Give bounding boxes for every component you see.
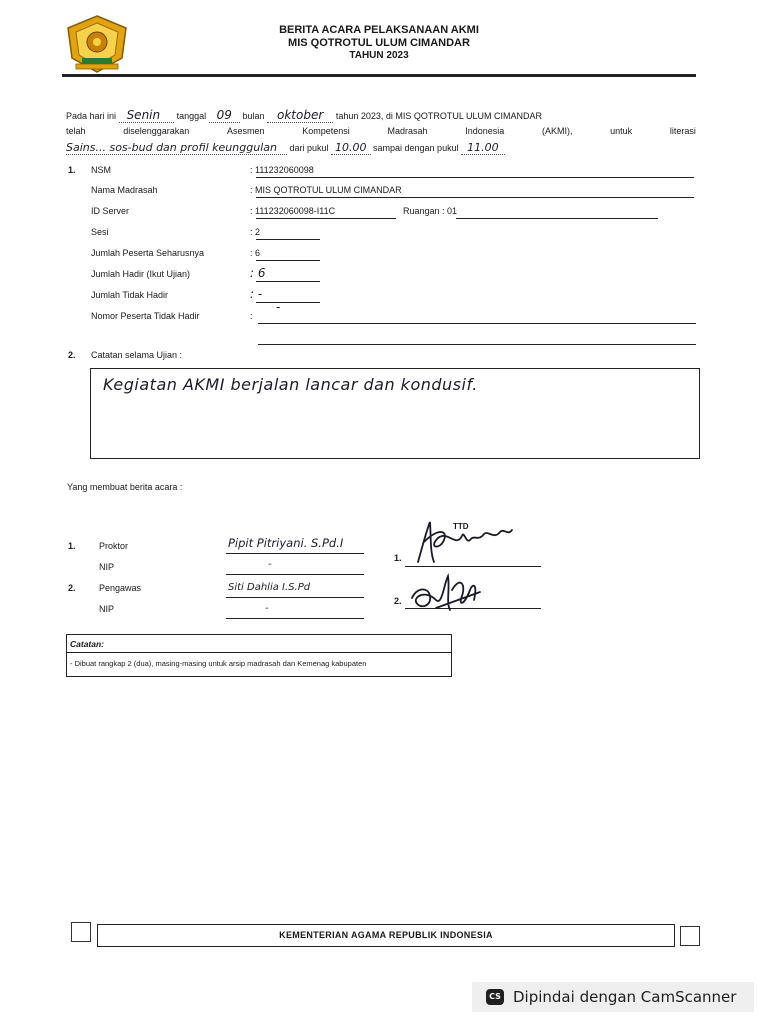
field-underline <box>256 302 320 303</box>
section2-number: 2. <box>68 350 76 360</box>
field-value-nama-madrasah: : MIS QOTROTUL ULUM CIMANDAR <box>250 185 402 195</box>
intro-word: untuk <box>610 126 633 136</box>
doc-title-line3: TAHUN 2023 <box>349 50 409 61</box>
catatan-ujian-text: Kegiatan AKMI berjalan lancar dan kondusif. <box>103 375 478 394</box>
camscanner-watermark <box>472 982 754 1012</box>
field-underline <box>226 618 364 619</box>
signer-number: 1. <box>68 541 76 551</box>
intro-text: bulan <box>242 111 265 121</box>
proktor-nip: - <box>268 559 272 570</box>
field-label-peserta-seharusnya: Jumlah Peserta Seharusnya <box>91 248 205 258</box>
jam-mulai-value: 10.00 <box>331 141 371 155</box>
catatan-ujian-label: Catatan selama Ujian : <box>91 350 183 360</box>
footer-ministry: KEMENTERIAN AGAMA REPUBLIK INDONESIA <box>279 930 493 940</box>
footer-bar <box>97 924 675 947</box>
header-rule <box>62 74 696 77</box>
field-label-nomor-tidak-hadir: Nomor Peserta Tidak Hadir <box>91 311 200 321</box>
doc-title-line1: BERITA ACARA PELAKSANAAN AKMI <box>279 24 479 36</box>
signatures-heading: Yang membuat berita acara : <box>67 482 183 492</box>
nip-label: NIP <box>99 562 115 572</box>
catatan-box <box>66 634 452 677</box>
intro-text: tahun 2023, di MIS QOTROTUL ULUM CIMANDAR <box>335 111 543 121</box>
pengawas-name: Siti Dahlia I.S.Pd <box>228 582 311 593</box>
intro-word: Asesmen <box>227 126 265 136</box>
intro-word: telah <box>66 126 86 136</box>
field-label-nsm: NSM <box>91 165 111 175</box>
field-value-jumlah-hadir: : 6 <box>250 266 266 280</box>
proktor-signature <box>404 518 514 571</box>
sign-slot-number: 2. <box>394 596 402 606</box>
field-value-id-server: : 111232060098-I11C <box>250 206 336 216</box>
pengawas-signature <box>406 570 486 621</box>
intro-word: literasi <box>669 126 696 136</box>
footer-right-square <box>680 926 700 946</box>
intro-text: dari pukul <box>289 143 329 153</box>
field-underline <box>226 597 364 598</box>
field-value-nsm: : 111232060098 <box>250 165 314 175</box>
field-underline <box>256 197 694 198</box>
intro-text: sampai dengan pukul <box>373 143 459 153</box>
field-label-sesi: Sesi <box>91 227 109 237</box>
doc-title-line2: MIS QOTROTUL ULUM CIMANDAR <box>288 37 470 49</box>
field-underline <box>256 281 320 282</box>
intro-line2 <box>66 126 696 136</box>
field-label-jumlah-hadir: Jumlah Hadir (Ikut Ujian) <box>91 269 191 279</box>
field-value-sesi: : 2 <box>250 227 261 237</box>
field-value-peserta-seharusnya: : 6 <box>250 248 261 258</box>
catatan-title: Catatan: <box>70 639 105 649</box>
signer-role-proktor: Proktor <box>99 541 129 551</box>
field-underline <box>226 553 364 554</box>
field-value-nomor-tidak-hadir: : <box>250 311 253 321</box>
nomor-tidak-hadir-handwritten: - <box>276 300 281 314</box>
ttd-label: TTD <box>453 522 469 531</box>
field-underline <box>256 260 320 261</box>
intro-word: Indonesia <box>465 126 505 136</box>
catatan-divider <box>67 652 451 653</box>
field-label-nama-madrasah: Nama Madrasah <box>91 185 158 195</box>
literasi-value: Sains... sos-bud dan profil keunggulan <box>66 141 287 155</box>
field-label-tidak-hadir: Jumlah Tidak Hadir <box>91 290 169 300</box>
field-underline <box>258 344 696 345</box>
field-underline <box>226 574 364 575</box>
intro-line3 <box>66 141 696 154</box>
signer-number: 2. <box>68 583 76 593</box>
jam-selesai-value: 11.00 <box>461 141 505 155</box>
ruangan-value: Ruangan : 01 <box>403 206 458 216</box>
nip-label: NIP <box>99 604 115 614</box>
intro-word: Madrasah <box>387 126 428 136</box>
camscanner-logo <box>486 989 504 1005</box>
field-underline <box>258 323 696 324</box>
intro-word: Kompetensi <box>302 126 350 136</box>
camscanner-text: Dipindai dengan CamScanner <box>513 988 737 1006</box>
camscanner-logo-text: CS <box>489 992 501 1001</box>
section1-number: 1. <box>68 165 76 175</box>
sign-slot-number: 1. <box>394 553 402 563</box>
footer-left-square <box>71 922 91 942</box>
intro-word: diselenggarakan <box>123 126 190 136</box>
intro-line1 <box>66 108 696 122</box>
intro-text: Pada hari ini <box>66 111 117 121</box>
proktor-name: Pipit Pitriyani. S.Pd.I <box>228 536 344 550</box>
pengawas-nip: - <box>265 603 269 614</box>
field-underline <box>256 218 396 219</box>
intro-word: (AKMI), <box>541 126 573 136</box>
tanggal-value: 09 <box>209 108 240 123</box>
field-underline <box>256 239 320 240</box>
signer-role-pengawas: Pengawas <box>99 583 142 593</box>
hari-value: Senin <box>119 108 175 123</box>
catatan-text: - Dibuat rangkap 2 (dua), masing-masing untuk arsip madrasah dan Kemenag kabupaten <box>70 659 367 668</box>
intro-text: tanggal <box>176 111 207 121</box>
catatan-ujian-box <box>90 368 700 459</box>
field-label-id-server: ID Server <box>91 206 130 216</box>
bulan-value: oktober <box>267 108 333 123</box>
field-underline <box>456 218 658 219</box>
field-value-tidak-hadir: : - <box>250 287 263 301</box>
field-underline <box>256 177 694 178</box>
